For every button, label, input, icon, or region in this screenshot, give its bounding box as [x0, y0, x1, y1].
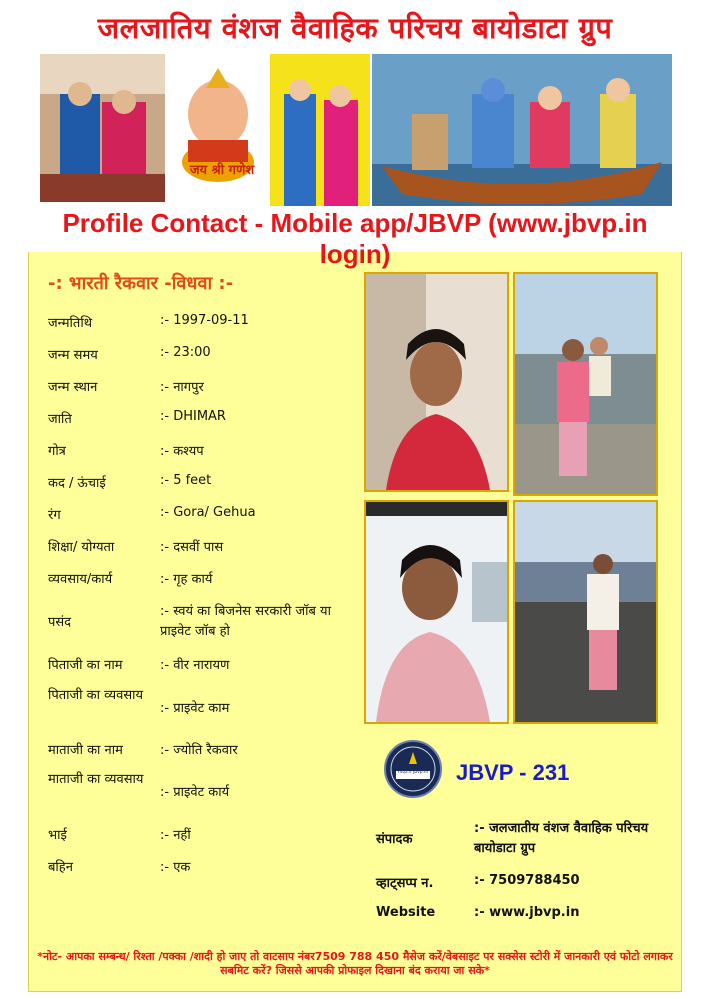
detail-label: गोत्र: [48, 444, 66, 459]
logo-text: http:// jbvp.in: [397, 770, 429, 775]
footer-note: *नोट- आपका सम्बन्ध/ रिश्ता /पक्का /शादी हो जाए तो वाटसाप नंबर7509 788 450 मैसेज करें/वेबसाइट पर सक्सेस स्टोरी में जानकारी एवं फोटो लगाकर सबमिट करें? जिससे आपकी प्रोफाइल दिखाना बंद कराया जा सके*: [37, 950, 673, 977]
whatsapp-value: :- 7509788450: [474, 873, 580, 888]
detail-value: :- नहीं: [160, 828, 191, 843]
detail-value: :- दसवीं पास: [160, 540, 224, 555]
detail-label: व्यवसाय/कार्य: [48, 572, 113, 587]
detail-label: जन्मतिथि: [48, 316, 93, 331]
detail-label: पिताजी का नाम: [48, 658, 123, 673]
detail-value: :- 5 feet: [160, 473, 212, 488]
jbvp-logo: [384, 740, 442, 798]
group-title: जलजातिय वंशज वैवाहिक परिचय बायोडाटा ग्रुप: [97, 11, 613, 45]
detail-label: जाति: [48, 412, 72, 427]
ram-sita-yellow-image: [270, 54, 370, 206]
detail-label: कद / ऊंचाई: [48, 476, 106, 491]
detail-label: शिक्षा/ योग्यता: [48, 540, 115, 555]
ram-sita-image: [40, 54, 165, 202]
contact-line: Profile Contact - Mobile app/JBVP (www.jbvp.in login): [62, 208, 648, 269]
detail-value: :- DHIMAR: [160, 409, 226, 424]
detail-label: पसंद: [48, 615, 72, 630]
logo-emblem-icon: [386, 742, 440, 796]
whatsapp-label: व्हाट्सप्प न.: [376, 876, 434, 891]
detail-label: जन्म स्थान: [48, 380, 98, 395]
detail-value: :- स्वयं का बिजनेस सरकारी जॉब या प्राइवेट जॉब हो: [160, 604, 331, 639]
profile-photo: [513, 272, 658, 496]
detail-label: जन्म समय: [48, 348, 98, 363]
detail-value: :- 23:00: [160, 345, 211, 360]
detail-value: :- वीर नारायण: [160, 658, 230, 673]
detail-value: :- कश्यप: [160, 444, 204, 459]
detail-label: पिताजी का व्यवसाय: [48, 688, 144, 703]
profile-id: JBVP - 231: [456, 760, 570, 785]
detail-label: माताजी का व्यवसाय: [48, 772, 144, 787]
candidate-name: -: भारती रैकवार -विधवा :-: [48, 273, 234, 294]
detail-value: :- ज्योति रैकवार: [160, 743, 238, 758]
ganesh-image: [168, 54, 268, 204]
detail-label: रंग: [48, 508, 61, 523]
detail-value: :- प्राइवेट कार्य: [160, 785, 230, 800]
detail-value: :- एक: [160, 860, 191, 875]
website-value: :- www.jbvp.in: [474, 905, 580, 920]
ganesh-caption: जय श्री गणेश: [189, 163, 255, 178]
detail-value: :- गृह कार्य: [160, 572, 213, 587]
detail-label: भाई: [48, 828, 67, 843]
profile-photo: [513, 500, 658, 724]
profile-photo: [364, 272, 509, 492]
editor-label: संपादक: [376, 832, 413, 847]
editor-value: :- जलजातीय वंशज वैवाहिक परिचय बायोडाटा ग्रुप: [474, 821, 649, 856]
detail-value: :- प्राइवेट काम: [160, 701, 230, 716]
detail-value: :- 1997-09-11: [160, 313, 249, 328]
detail-label: माताजी का नाम: [48, 743, 123, 758]
website-label: Website: [376, 905, 436, 920]
detail-value: :- Gora/ Gehua: [160, 505, 256, 520]
boat-scene-image: [372, 54, 672, 206]
detail-label: बहिन: [48, 860, 73, 875]
detail-value: :- नागपुर: [160, 380, 204, 395]
profile-photo: [364, 500, 509, 724]
